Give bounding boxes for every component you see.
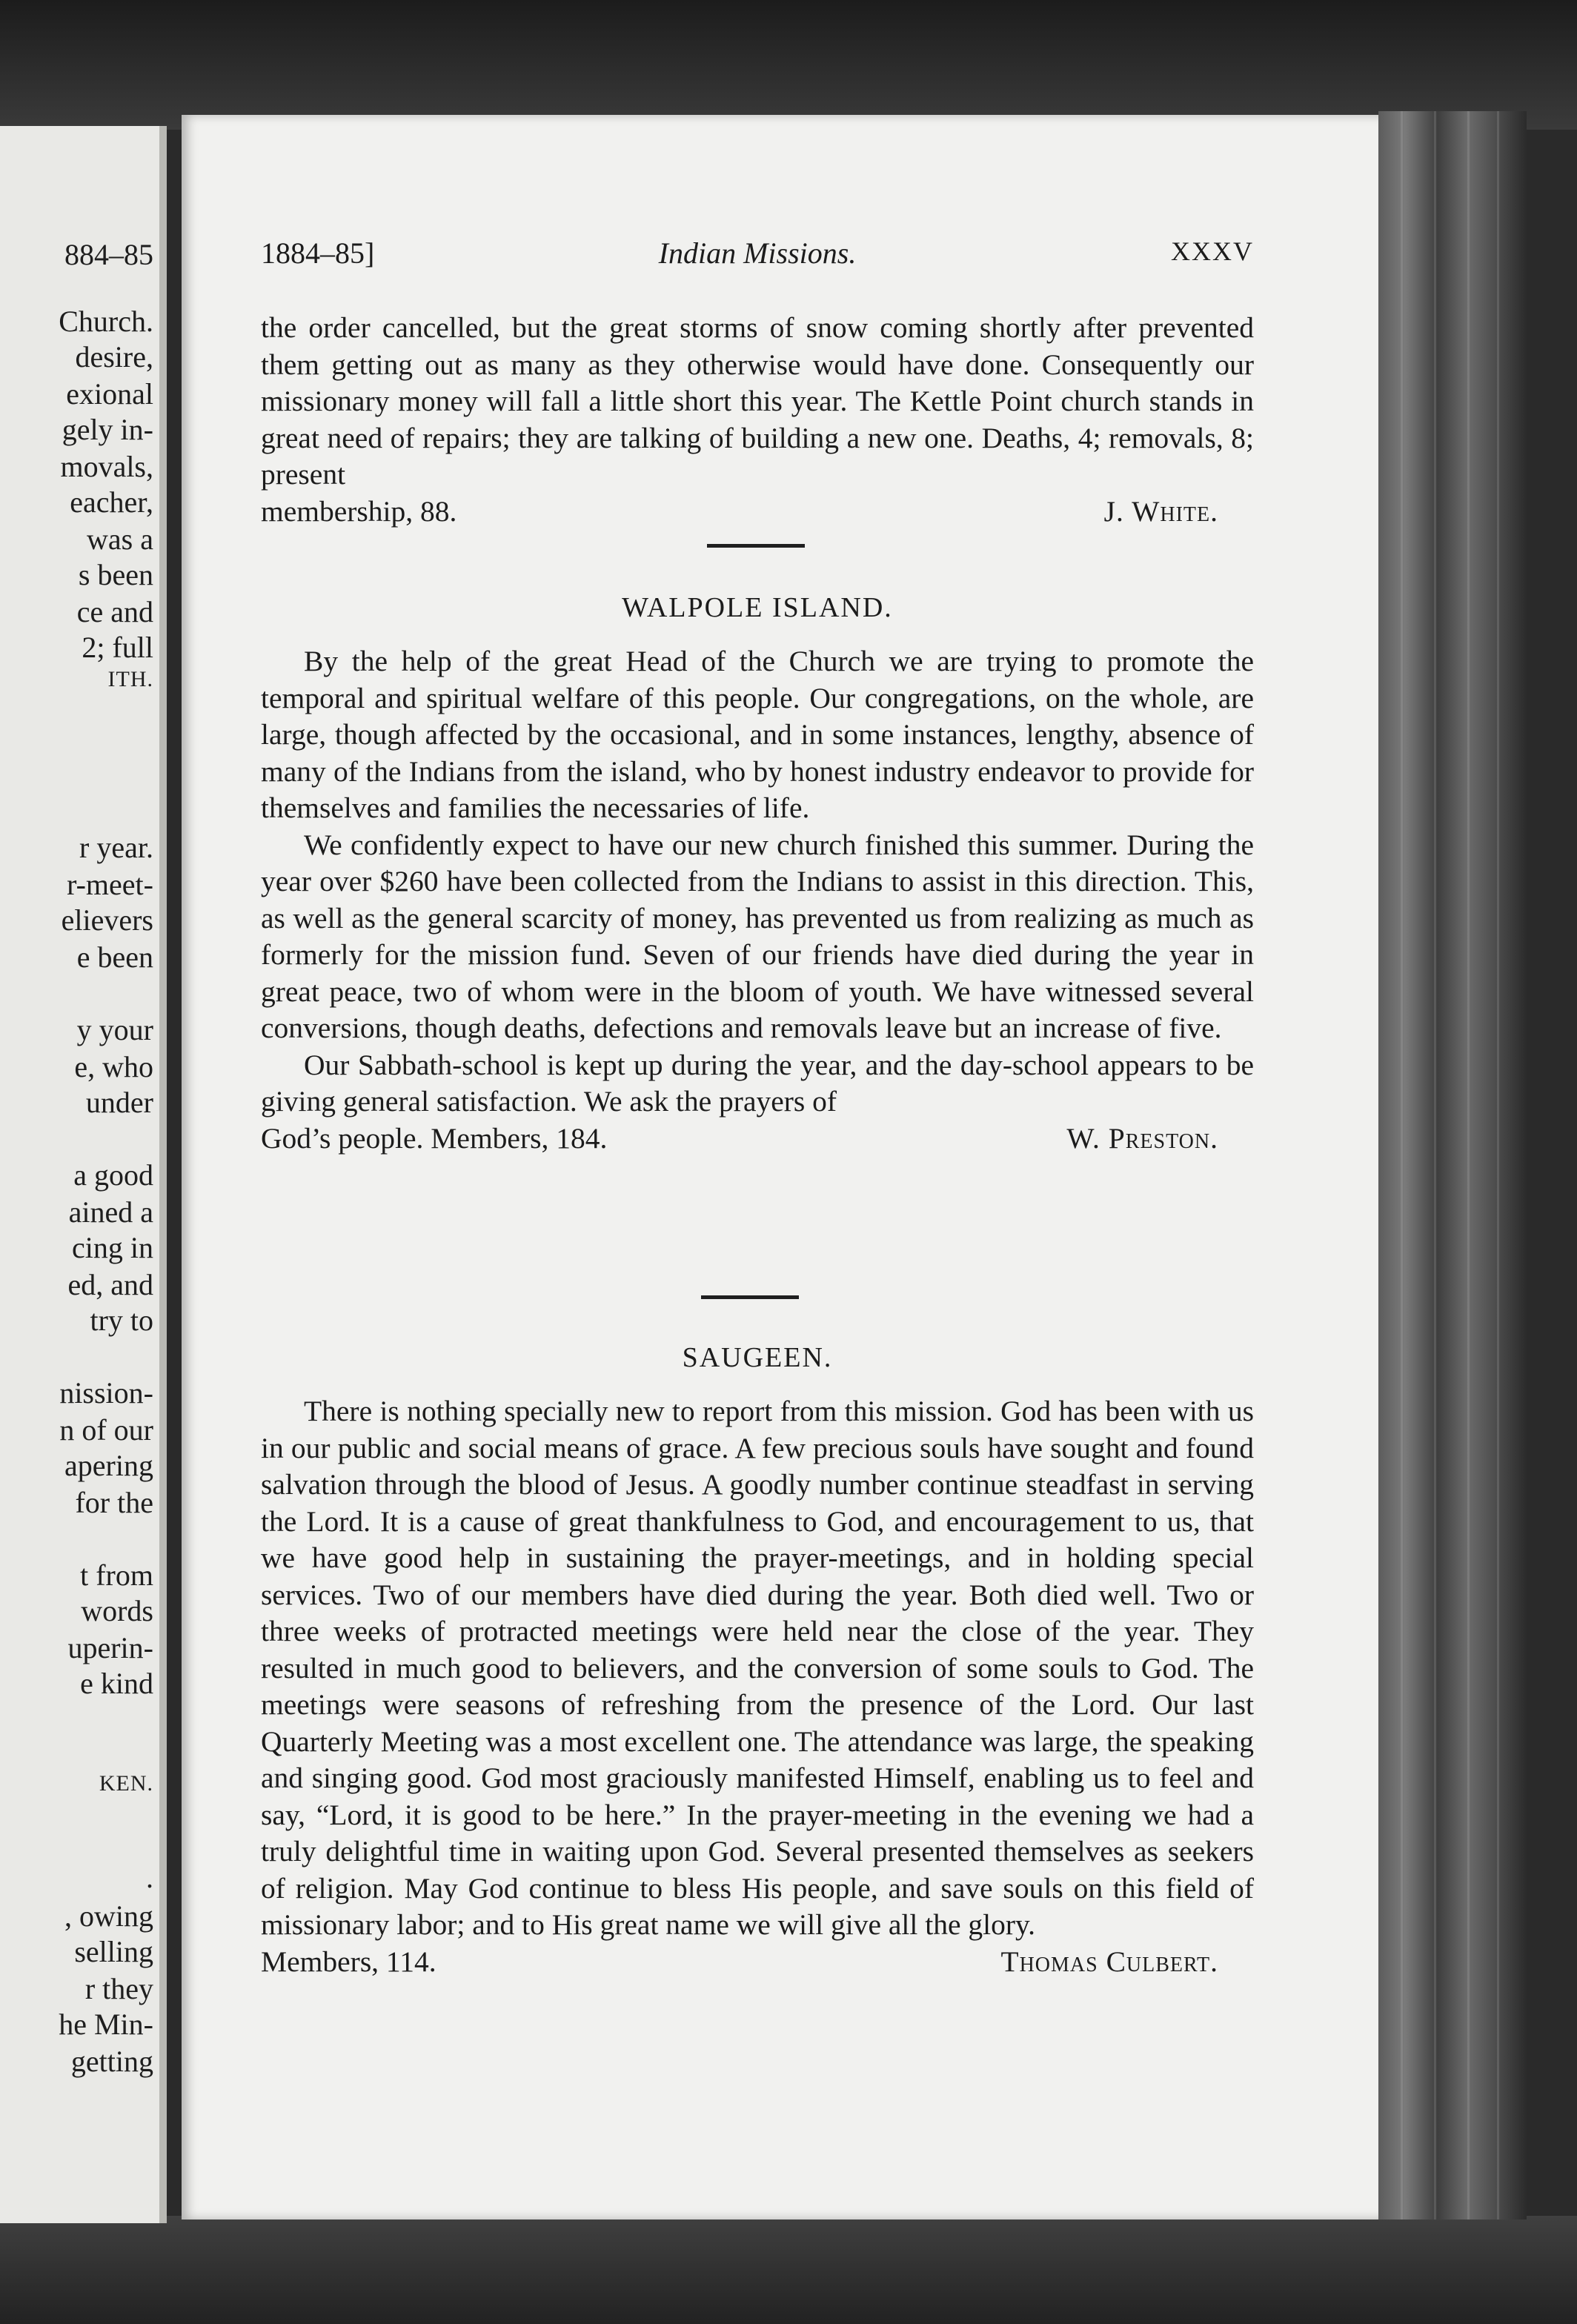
left-page-line: was a: [87, 522, 153, 556]
left-page-line: for the: [75, 1486, 153, 1519]
left-page-line: eacher,: [70, 485, 153, 519]
running-head: [261, 236, 1254, 274]
signature-thomas-culbert: Thomas Culbert.: [1000, 1945, 1218, 1978]
signature-w-preston: W. Preston.: [1066, 1121, 1218, 1155]
saugeen-section: [261, 1393, 1254, 1980]
saugeen-paragraph: There is nothing specially new to report from this mission. God has been with us in our public and social means of grace. A few precious souls have sought and found salvation through the blood of Jesus. A goodly number continue steadfast in serving the Lord. It is a cause of great thankfulness to God, and encouragement to us, that we have good help in sustaining the prayer-meetings, and in holding special services. Two of our members have died during the year. Both died well. Two or three weeks of protracted meetings were held near the close of the year. They resulted in much good to believers, and the conversion of some souls to God. The meetings were seasons of refreshing from the presence of the Lord. Our last Quarterly Meeting was a most excellent one. The attendance was large, the speaking and singing good. God most graciously manifested Himself, enabling us to feel and say, “Lord, it is good to be here.” In the prayer-meeting in the evening we had a truly delightful time in waiting upon God. Several presented themselves as seekers of religion. May God continue to bless His people, and save souls on this field of missionary labor; and to His great name we will give all the glory.: [261, 1395, 1254, 1941]
running-head-year: 1884–85]: [261, 236, 375, 270]
left-page-line: ained a: [68, 1195, 153, 1229]
left-page-line: n of our: [59, 1413, 153, 1447]
saugeen-last-line: Members, 114.: [261, 1945, 436, 1978]
running-head-title: Indian Missions.: [658, 236, 857, 270]
intro-last-line: membership, 88.: [261, 494, 457, 528]
left-page-line: nission-: [59, 1376, 153, 1410]
left-page-line: e been: [76, 940, 153, 974]
left-page-line: .: [146, 1861, 153, 1894]
left-page-line: cing in: [72, 1231, 153, 1264]
section-heading-walpole-island: WALPOLE ISLAND.: [622, 592, 893, 623]
intro-section: [261, 310, 1254, 530]
left-page-line: ce and: [76, 595, 153, 628]
left-page-line: ITH.: [107, 667, 153, 691]
book-page-edges: [1378, 111, 1527, 2220]
section-divider: [701, 1295, 799, 1299]
section-heading-saugeen: SAUGEEN.: [682, 1342, 833, 1373]
intro-paragraph: the order cancelled, but the great storms of snow coming shortly after prevented them getting out as many as they otherwise would have done. Consequently our missionary money will fall a little short this year. The Kettle Point church stands in great need of repairs; they are talking of building a new one. Deaths, 4; removals, 8; present: [261, 311, 1254, 491]
left-page-line: uperin-: [67, 1631, 153, 1664]
left-page-line: selling: [74, 1935, 153, 1968]
left-page-line: words: [81, 1594, 153, 1627]
walpole-paragraph-2: We confidently expect to have our new church finished this summer. During the year over $260 have been collected from the Indians to assist in this direction. This, as well as the general scarcity of money, has prevented us from realizing as much as formerly for the mission fund. Seven of our friends have died during the year in great peace, two of whom were in the bloom of youth. We have witnessed several conversions, though deaths, defections and removals leave but an increase of five.: [261, 828, 1254, 1044]
left-page-line: Church.: [59, 305, 153, 338]
left-page-line: 884–85: [64, 238, 153, 271]
walpole-paragraph-1: By the help of the great Head of the Church we are trying to promote the temporal and spiritual welfare of this people. Our congregations, on the whole, are large, though affected by the occasional, and in some instances, lengthy, absence of many of the Indians from the island, who by honest industry endeavor to provide for themselves and families the necessaries of life.: [261, 645, 1254, 824]
left-page-line: movals,: [60, 450, 153, 483]
left-page-line: desire,: [75, 340, 153, 374]
left-page-line: t from: [80, 1558, 153, 1592]
left-page-line: e kind: [80, 1667, 153, 1700]
scan-background-top: [0, 0, 1577, 130]
left-page-line: ed, and: [67, 1268, 153, 1301]
walpole-paragraph-3: Our Sabbath-school is kept up during the year, and the day-school appears to be giving general satisfaction. We ask the prayers of: [261, 1048, 1254, 1118]
section-divider: [707, 544, 805, 548]
left-page-line: exional: [66, 377, 153, 411]
signature-j-white: J. White.: [1103, 494, 1218, 528]
left-page-line: try to: [90, 1304, 153, 1337]
left-page-line: a good: [73, 1158, 153, 1192]
left-facing-page: [0, 126, 167, 2223]
intro-closing-line: [261, 494, 1254, 531]
left-page-line: e, who: [74, 1050, 153, 1083]
left-page-line: he Min-: [59, 2008, 153, 2041]
walpole-closing-line: [261, 1120, 1254, 1158]
left-page-line: apering: [64, 1449, 153, 1482]
left-page-line: y your: [76, 1013, 153, 1046]
walpole-last-line: God’s people. Members, 184.: [261, 1121, 608, 1155]
left-page-line: gely in-: [62, 413, 153, 446]
left-page-line: s been: [78, 558, 153, 591]
walpole-island-section: [261, 643, 1254, 1157]
page-number: XXXV: [1171, 236, 1254, 266]
scan-background-bottom: [0, 2216, 1577, 2324]
left-page-line: 2; full: [82, 631, 153, 664]
left-page-line: getting: [70, 2045, 153, 2078]
left-page-line: r year.: [79, 831, 153, 864]
left-page-line: r they: [84, 1972, 153, 2005]
saugeen-closing-line: [261, 1944, 1254, 1981]
left-page-line: under: [85, 1086, 153, 1119]
left-page-line: , owing: [64, 1899, 153, 1933]
left-page-line: elievers: [61, 903, 153, 937]
left-page-line: KEN.: [99, 1771, 153, 1796]
left-page-line: r-meet-: [67, 868, 153, 901]
